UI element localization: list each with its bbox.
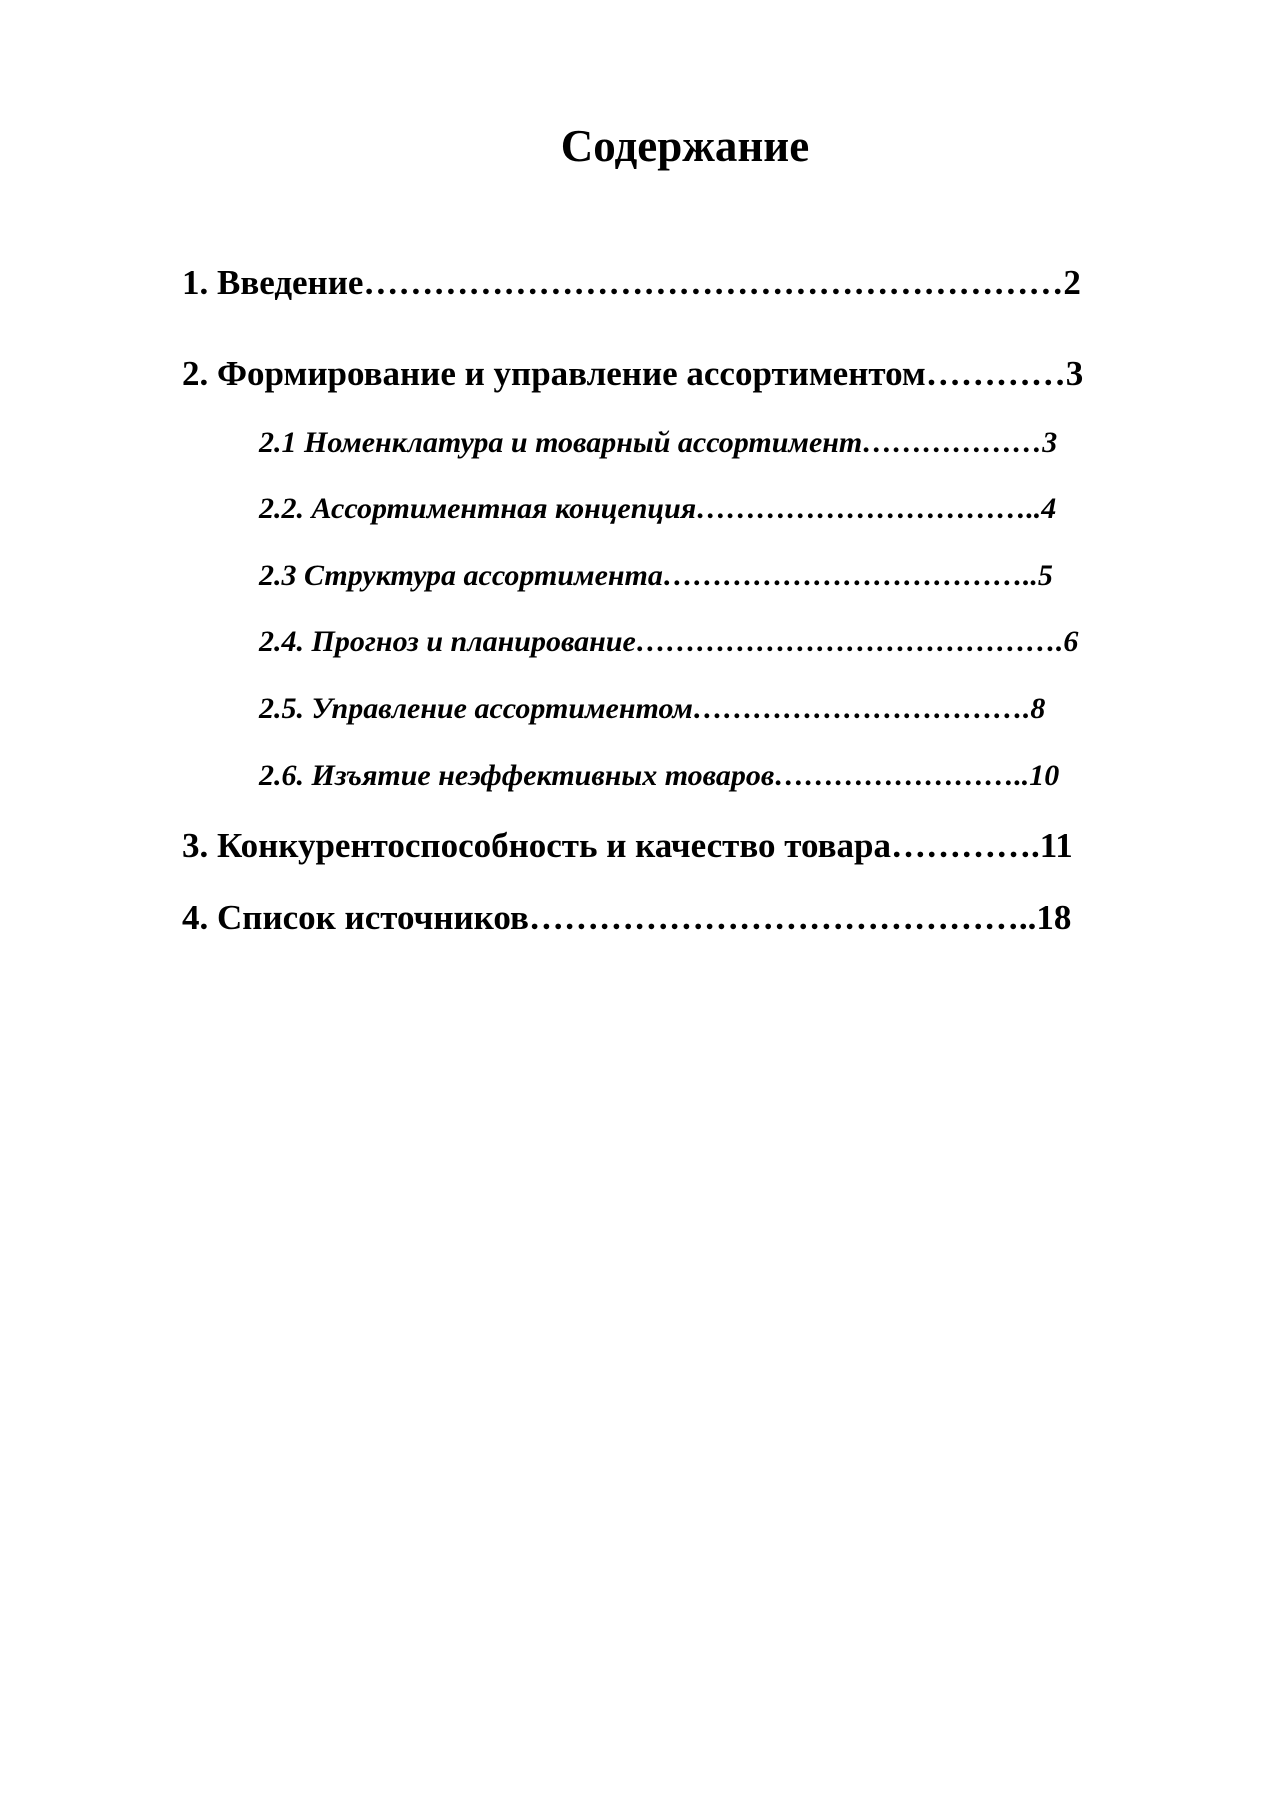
page-title: Содержание (560, 121, 810, 171)
toc-entry-assortment-concept: 2.2. Ассортиментная концепция……………………………..4 (259, 492, 1057, 525)
toc-entry-nomenclature: 2.1 Номенклатура и товарный ассортимент………………3 (259, 426, 1058, 459)
toc-entry-ineffective-goods: 2.6. Изъятие неэффективных товаров……………………..10 (259, 759, 1060, 792)
toc-entry-forecast-planning: 2.4. Прогноз и планирование…………………………………….6 (259, 625, 1079, 658)
toc-entry-sources: 4. Список источников……………………………………..18 (182, 898, 1072, 937)
toc-entry-assortment-management: 2. Формирование и управление ассортиментом…………3 (182, 354, 1084, 393)
toc-entry-assortment-control: 2.5. Управление ассортиментом…………………………….8 (259, 692, 1046, 725)
toc-entry-assortment-structure: 2.3 Структура ассортимента………………………………..5 (259, 559, 1053, 592)
toc-entry-competitiveness: 3. Конкурентоспособность и качество товара………….11 (182, 826, 1073, 865)
toc-entry-introduction: 1. Введение……………………………………………………2 (182, 263, 1081, 302)
